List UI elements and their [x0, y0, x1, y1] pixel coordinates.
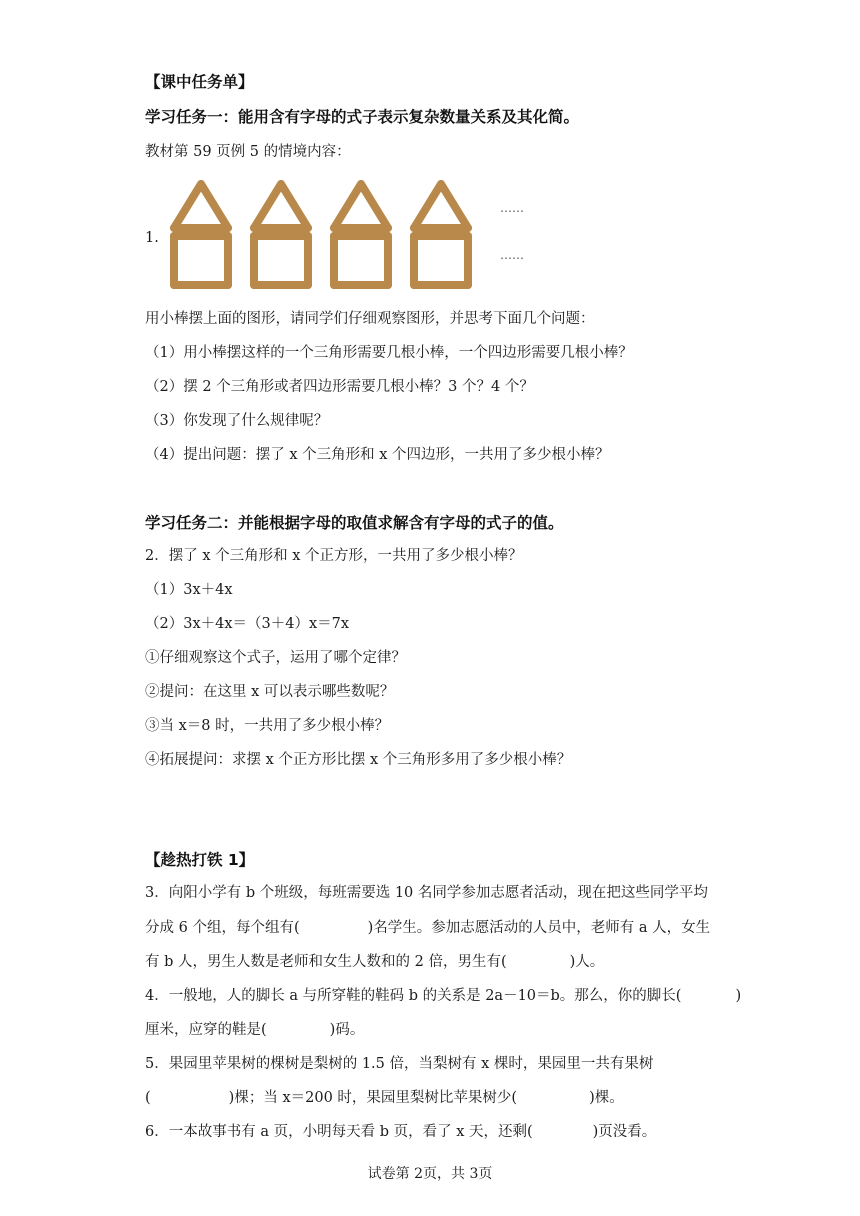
q5-line-2 — [145, 1088, 624, 1108]
task2-circled-1: ①仔细观察这个式子，运用了哪个定律？ — [145, 650, 406, 666]
matchstick — [334, 184, 361, 228]
q6-line — [145, 1122, 656, 1142]
ellipsis-top: …… — [500, 201, 524, 215]
q4-line-2-before: 厘米，应穿的鞋是( — [145, 1022, 267, 1038]
item-number-1: 1. — [145, 230, 159, 246]
matchstick — [201, 184, 228, 228]
task2-step-2: （2）3x＋4x＝（3＋4）x＝7x — [145, 616, 350, 632]
q3-line-1: 3．向阳小学有 b 个班级，每班需要选 10 名同学参加志愿者活动，现在把这些同学平均 — [145, 885, 708, 901]
q4-line-1-after: ) — [735, 988, 742, 1004]
task2-circled-3: ③当 x＝8 时，一共用了多少根小棒？ — [145, 718, 390, 734]
q4-line-2-after: )码。 — [329, 1022, 365, 1038]
task1-question-4: （4）提出问题：摆了 x 个三角形和 x 个四边形，一共用了多少根小棒？ — [145, 447, 610, 463]
matchstick — [254, 184, 281, 228]
q5-line-1: 5．果园里苹果树的棵树是梨树的 1.5 倍，当梨树有 x 棵时，果园里一共有果树 — [145, 1056, 654, 1072]
task1-source: 教材第 59 页例 5 的情境内容： — [145, 144, 351, 160]
task2-circled-2: ②提问：在这里 x 可以表示哪些数呢？ — [145, 684, 395, 700]
q3-line-3-before: 有 b 人，男生人数是老师和女生人数和的 2 倍，男生有( — [145, 954, 507, 970]
matchstick — [441, 184, 468, 228]
q5-line-2-end: )棵。 — [589, 1090, 624, 1106]
q3-line-2-after: )名学生。参加志愿活动的人员中，老师有 a 人，女生 — [367, 920, 711, 936]
matchstick-figure — [170, 178, 540, 290]
task2-question-main: 2．摆了 x 个三角形和 x 个正方形，一共用了多少根小棒？ — [145, 548, 523, 564]
task2-circled-4: ④拓展提问：求摆 x 个正方形比摆 x 个三角形多用了多少根小棒？ — [145, 752, 572, 768]
q6-after: )页没看。 — [592, 1124, 657, 1140]
q6-before: 6．一本故事书有 a 页，小明每天看 b 页，看了 x 天，还剩( — [145, 1124, 533, 1140]
task1-question-3: （3）你发现了什么规律呢？ — [145, 413, 329, 429]
matchstick-houses — [174, 184, 468, 285]
matchstick — [414, 184, 441, 228]
q4-line-1-before: 4．一般地，人的脚长 a 与所穿鞋的鞋码 b 的关系是 2a－10＝b。那么，你的脚长( — [145, 988, 682, 1004]
practice-title: 【趁热打铁 1】 — [145, 851, 255, 869]
matchstick — [281, 184, 308, 228]
task1-title: 学习任务一：能用含有字母的式子表示复杂数量关系及其化简。 — [145, 108, 580, 126]
q3-line-2-before: 分成 6 个组，每个组有( — [145, 920, 300, 936]
task2-step-1: （1）3x＋4x — [145, 582, 233, 598]
q4-line-2 — [145, 1020, 364, 1040]
task1-question-1: （1）用小棒摆这样的一个三角形需要几根小棒，一个四边形需要几根小棒？ — [145, 345, 633, 361]
q5-line-2-mid: )棵；当 x＝200 时，果园里梨树比苹果树少( — [228, 1090, 518, 1106]
ellipsis-bottom: …… — [500, 248, 524, 262]
q4-line-1 — [145, 986, 741, 1006]
q3-line-3-after: )人。 — [569, 954, 605, 970]
matchstick — [174, 184, 201, 228]
q5-line-2-open: ( — [145, 1090, 151, 1106]
section-title-in-class: 【课中任务单】 — [145, 73, 254, 91]
matchstick — [361, 184, 388, 228]
q3-line-3 — [145, 952, 604, 972]
page-footer: 试卷第 2页，共 3页 — [367, 1166, 493, 1182]
task2-title: 学习任务二：并能根据字母的取值求解含有字母的式子的值。 — [145, 514, 564, 532]
task1-intro: 用小棒摆上面的图形，请同学们仔细观察图形，并思考下面几个问题： — [145, 311, 595, 327]
task1-question-2: （2）摆 2 个三角形或者四边形需要几根小棒？3 个？4 个？ — [145, 379, 534, 395]
q3-line-2 — [145, 918, 710, 938]
